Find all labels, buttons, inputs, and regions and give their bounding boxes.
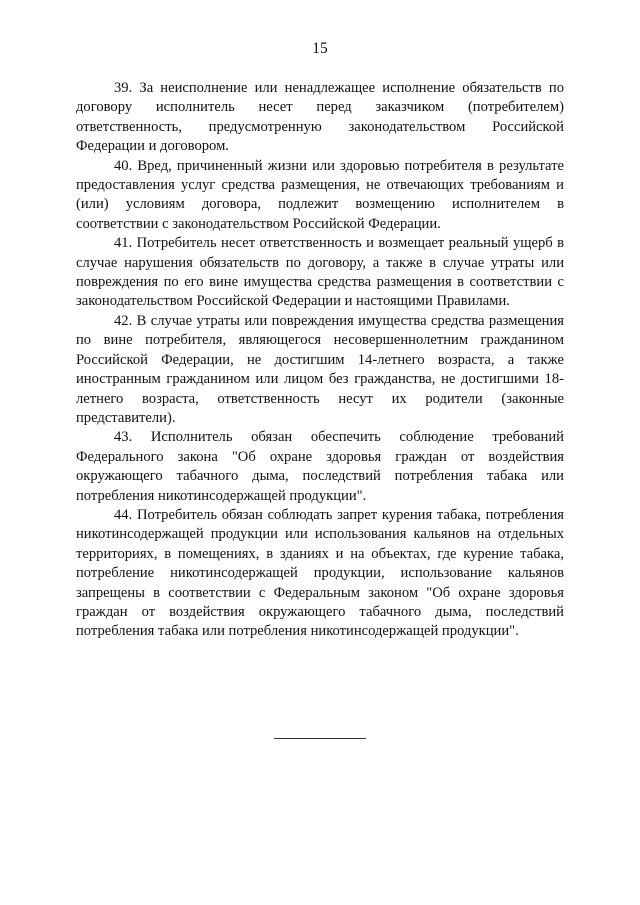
paragraph-44: 44. Потребитель обязан соблюдать запрет курения табака, потребления никотинсодержащей продукции или использования кальянов на отдельных территориях, в помещениях, в зданиях и на объектах, где курение табака, потребление никотинсодержащей продукции, использование кальянов запрещены в соответствии с Федеральным законом "Об охране здоровья граждан от воздействия окружающего табачного дыма, последствий потребления табака или потребления никотинсодержащей продукции". [76, 506, 564, 640]
paragraph-41: 41. Потребитель несет ответственность и возмещает реальный ущерб в случае нарушения обязательств по договору, а также в случае утраты или повреждения по его вине имущества средства размещения в соответствии с законодательством Российской Федерации и настоящими Правилами. [76, 235, 564, 310]
paragraph-39: 39. За неисполнение или ненадлежащее исполнение обязательств по договору исполнитель несет перед заказчиком (потребителем) ответственность, предусмотренную законодательством Российской Федерации и договором. [76, 80, 564, 155]
paragraph-40: 40. Вред, причиненный жизни или здоровью потребителя в результате предоставления услуг средства размещения, не отвечающих требованиям и (или) условиям договора, подлежит возмещению исполнителем в соответствии с законодательством Российской Федерации. [76, 157, 564, 232]
paragraph-43: 43. Исполнитель обязан обеспечить соблюдение требований Федерального закона "Об охране здоровья граждан от воздействия окружающего табачного дыма, последствий потребления табака или потребления никотинсодержащей продукции". [76, 429, 564, 504]
page-number: 15 [312, 40, 328, 57]
paragraph-42: 42. В случае утраты или повреждения имущества средства размещения по вине потребителя, являющегося несовершеннолетним гражданином Российской Федерации, не достигшим 14-летнего возраста, а также иностранным гражданином или лицом без гражданства, не достигшими 18-летнего возраста, ответственность несут их родители (законные представители). [76, 312, 564, 426]
document-body [76, 79, 564, 642]
end-of-document-rule [274, 738, 366, 739]
